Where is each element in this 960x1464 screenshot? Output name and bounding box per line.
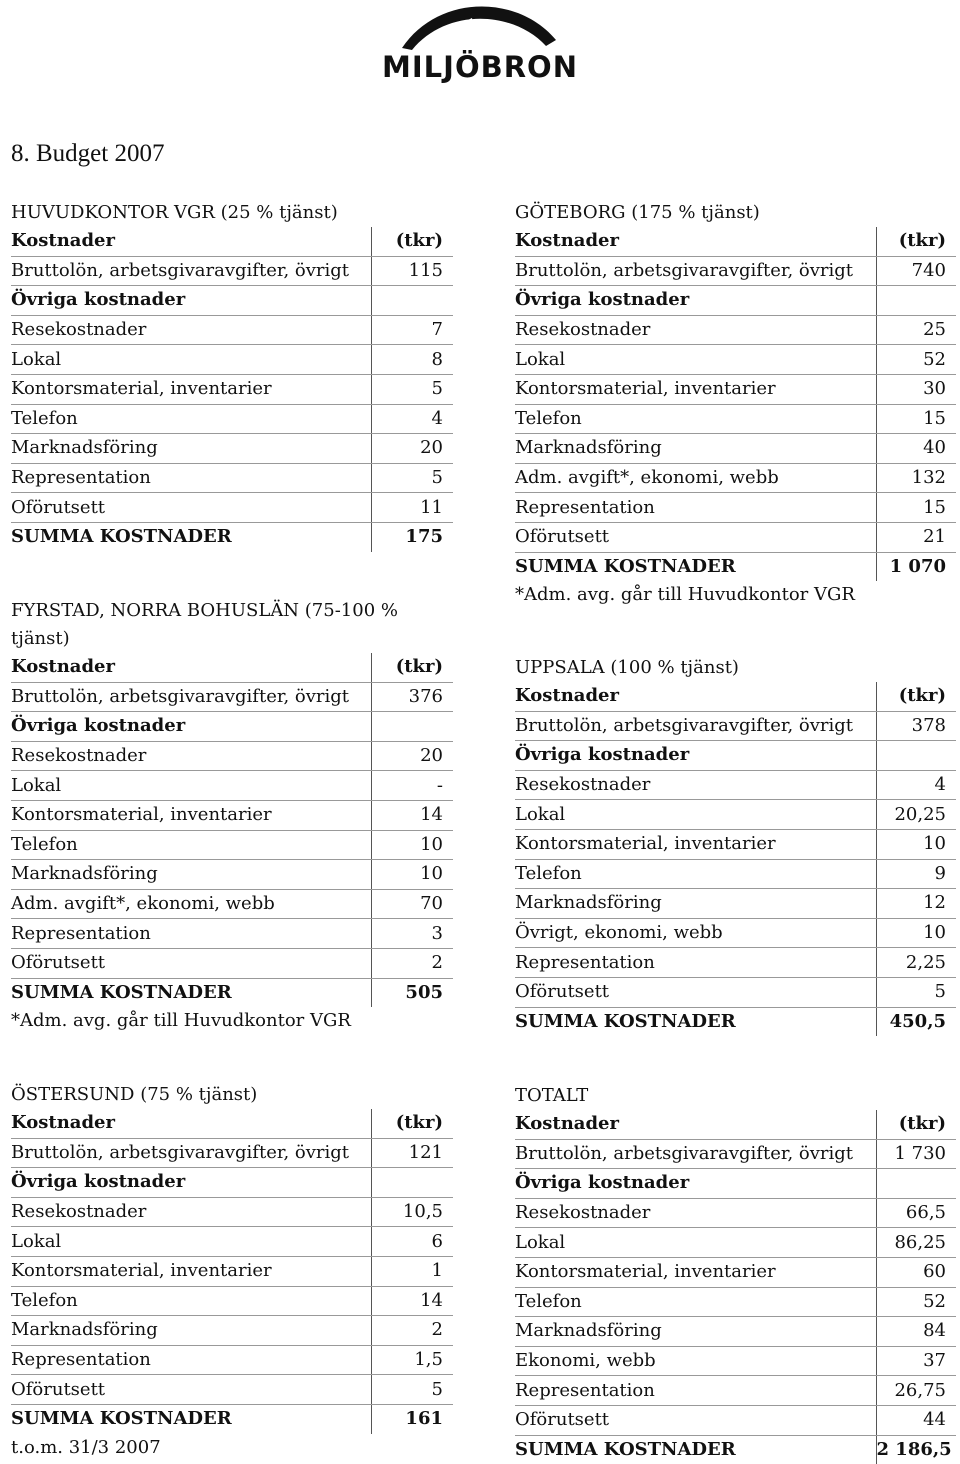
row-label: Telefon <box>11 1286 371 1316</box>
row-label: Kontorsmaterial, inventarier <box>11 800 371 830</box>
row-value: (tkr) <box>876 682 956 711</box>
table-row <box>11 860 453 890</box>
row-value: 1 070 <box>876 552 956 581</box>
row-label: Adm. avgift*, ekonomi, webb <box>11 889 371 919</box>
row-value <box>371 1168 453 1198</box>
row-label: Telefon <box>11 830 371 860</box>
logo-bridge-icon <box>368 0 592 52</box>
table-row <box>515 889 956 919</box>
row-label: Kostnader <box>515 227 876 256</box>
row-label: Kostnader <box>11 227 371 256</box>
budget-table <box>515 227 956 581</box>
row-value: 10 <box>371 830 453 860</box>
table-row <box>11 1256 453 1286</box>
row-value <box>876 1169 956 1199</box>
table-row <box>11 1375 453 1405</box>
table-row <box>11 256 453 286</box>
row-value: 4 <box>876 770 956 800</box>
row-value: 5 <box>371 374 453 404</box>
table-row <box>11 830 453 860</box>
row-value: 2 <box>371 1316 453 1346</box>
row-label: Övrigt, ekonomi, webb <box>515 918 876 948</box>
table-row <box>515 1346 956 1376</box>
row-label: Lokal <box>11 1227 371 1257</box>
row-value: (tkr) <box>371 653 453 682</box>
row-value: 84 <box>876 1317 956 1347</box>
row-value: 10 <box>876 918 956 948</box>
row-value: 1,5 <box>371 1345 453 1375</box>
row-value: 66,5 <box>876 1198 956 1228</box>
row-value: 505 <box>371 978 453 1007</box>
row-value: 10,5 <box>371 1197 453 1227</box>
table-row <box>515 1198 956 1228</box>
row-label: Övriga kostnader <box>11 286 371 316</box>
table-row <box>11 741 453 771</box>
table-row <box>515 1007 956 1036</box>
row-label: Bruttolön, arbetsgivaravgifter, övrigt <box>515 1139 876 1169</box>
row-value: 378 <box>876 711 956 741</box>
table-row <box>11 227 453 256</box>
table-row <box>515 374 956 404</box>
table-row <box>11 919 453 949</box>
row-value: (tkr) <box>876 1110 956 1139</box>
row-label: Representation <box>11 919 371 949</box>
row-label: Kontorsmaterial, inventarier <box>515 374 876 404</box>
table-row <box>515 1405 956 1435</box>
row-label: SUMMA KOSTNADER <box>515 1438 736 1460</box>
row-label: Kostnader <box>515 1110 876 1139</box>
table-row <box>11 1168 453 1198</box>
row-value: 15 <box>876 404 956 434</box>
table-row <box>515 770 956 800</box>
row-label: Marknadsföring <box>515 889 876 919</box>
table-row <box>515 315 956 345</box>
row-label: Oförutsett <box>515 1405 876 1435</box>
row-label: Resekostnader <box>11 1197 371 1227</box>
section-title: UPPSALA (100 % tjänst) <box>515 657 739 678</box>
row-value: 3 <box>371 919 453 949</box>
table-row <box>11 1109 453 1138</box>
table-row <box>515 1139 956 1169</box>
row-label: Övriga kostnader <box>515 741 876 771</box>
table-row <box>515 1376 956 1406</box>
row-label: Representation <box>515 493 876 523</box>
row-label: SUMMA KOSTNADER <box>515 555 736 577</box>
row-label: Kontorsmaterial, inventarier <box>515 1257 876 1287</box>
row-value: 40 <box>876 434 956 464</box>
table-row <box>515 800 956 830</box>
section-note: t.o.m. 31/3 2007 <box>11 1436 161 1458</box>
row-label: Ekonomi, webb <box>515 1346 876 1376</box>
row-label: Kostnader <box>515 682 876 711</box>
table-row <box>11 315 453 345</box>
row-value: 20 <box>371 434 453 464</box>
row-value: 12 <box>876 889 956 919</box>
table-row <box>515 977 956 1007</box>
section-title: TOTALT <box>515 1085 589 1106</box>
table-row <box>515 829 956 859</box>
row-value: 2,25 <box>876 948 956 978</box>
row-value: 37 <box>876 1346 956 1376</box>
table-row <box>11 653 453 682</box>
row-label: SUMMA KOSTNADER <box>11 526 232 548</box>
row-value: 132 <box>876 463 956 493</box>
section-title: FYRSTAD, NORRA BOHUSLÄN (75-100 % tjänst) <box>11 600 398 649</box>
table-row <box>11 374 453 404</box>
table-row <box>11 978 453 1007</box>
row-label: Lokal <box>11 771 371 801</box>
row-value: - <box>371 771 453 801</box>
row-value: 60 <box>876 1257 956 1287</box>
section-totalt <box>515 1081 956 1464</box>
row-value: 14 <box>371 800 453 830</box>
table-row <box>515 682 956 711</box>
table-row <box>515 493 956 523</box>
row-value <box>876 741 956 771</box>
section-note: *Adm. avg. går till Huvudkontor VGR <box>515 584 855 606</box>
row-label: Kontorsmaterial, inventarier <box>515 829 876 859</box>
row-value: 2 186,5 <box>876 1435 956 1464</box>
table-row <box>515 1257 956 1287</box>
table-row <box>11 493 453 523</box>
table-row <box>11 1404 453 1433</box>
row-label: Bruttolön, arbetsgivaravgifter, övrigt <box>515 256 876 286</box>
row-value: 52 <box>876 1287 956 1317</box>
row-label: Oförutsett <box>11 493 371 523</box>
table-row <box>515 1228 956 1258</box>
row-value: 376 <box>371 682 453 712</box>
table-row <box>515 1110 956 1139</box>
row-label: Representation <box>11 463 371 493</box>
table-row <box>515 227 956 256</box>
row-value: 2 <box>371 948 453 978</box>
row-label: Representation <box>11 1345 371 1375</box>
row-value: (tkr) <box>876 227 956 256</box>
row-label: Resekostnader <box>515 1198 876 1228</box>
table-row <box>515 463 956 493</box>
row-label: Representation <box>515 948 876 978</box>
row-label: Resekostnader <box>515 770 876 800</box>
row-label: Kostnader <box>11 653 371 682</box>
table-row <box>515 859 956 889</box>
row-value: 161 <box>371 1404 453 1433</box>
row-label: Bruttolön, arbetsgivaravgifter, övrigt <box>11 682 371 712</box>
row-value: 175 <box>371 522 453 551</box>
row-label: Telefon <box>515 1287 876 1317</box>
row-value: 121 <box>371 1138 453 1168</box>
table-row <box>515 552 956 581</box>
budget-table <box>11 653 453 1007</box>
row-value: 26,75 <box>876 1376 956 1406</box>
table-row <box>11 889 453 919</box>
budget-table <box>11 1109 453 1434</box>
table-row <box>515 522 956 552</box>
table-row <box>515 918 956 948</box>
table-row <box>11 682 453 712</box>
row-value <box>371 286 453 316</box>
table-row <box>11 1316 453 1346</box>
row-value: 1 730 <box>876 1139 956 1169</box>
section-title: GÖTEBORG (175 % tjänst) <box>515 202 760 223</box>
row-label: Bruttolön, arbetsgivaravgifter, övrigt <box>11 1138 371 1168</box>
row-label: Lokal <box>515 800 876 830</box>
row-label: Lokal <box>515 1228 876 1258</box>
page-title: 8. Budget 2007 <box>11 140 165 167</box>
row-value: 1 <box>371 1256 453 1286</box>
row-value: (tkr) <box>371 227 453 256</box>
row-label: Övriga kostnader <box>11 712 371 742</box>
row-label: Övriga kostnader <box>515 286 876 316</box>
row-value: 20,25 <box>876 800 956 830</box>
row-value: 10 <box>876 829 956 859</box>
row-label: Resekostnader <box>11 315 371 345</box>
table-row <box>515 256 956 286</box>
row-value: 44 <box>876 1405 956 1435</box>
row-label: Marknadsföring <box>515 1317 876 1347</box>
table-row <box>11 286 453 316</box>
table-row <box>515 286 956 316</box>
row-label: Oförutsett <box>515 522 876 552</box>
row-label: Bruttolön, arbetsgivaravgifter, övrigt <box>11 256 371 286</box>
table-row <box>11 345 453 375</box>
table-row <box>515 711 956 741</box>
row-value: 7 <box>371 315 453 345</box>
row-label: Bruttolön, arbetsgivaravgifter, övrigt <box>515 711 876 741</box>
section-note: *Adm. avg. går till Huvudkontor VGR <box>11 1010 351 1032</box>
row-value: 11 <box>371 493 453 523</box>
table-row <box>515 345 956 375</box>
row-label: Lokal <box>11 345 371 375</box>
row-label: Telefon <box>515 404 876 434</box>
table-row <box>11 800 453 830</box>
section-title: HUVUDKONTOR VGR (25 % tjänst) <box>11 202 338 223</box>
row-value: (tkr) <box>371 1109 453 1138</box>
row-value: 115 <box>371 256 453 286</box>
budget-table <box>11 227 453 552</box>
table-row <box>515 948 956 978</box>
row-label: Resekostnader <box>11 741 371 771</box>
row-value: 4 <box>371 404 453 434</box>
row-value: 8 <box>371 345 453 375</box>
section-huvudkontor <box>11 198 453 552</box>
row-label: Kontorsmaterial, inventarier <box>11 1256 371 1286</box>
row-label: Telefon <box>11 404 371 434</box>
row-label: Representation <box>515 1376 876 1406</box>
row-label: SUMMA KOSTNADER <box>515 1010 736 1032</box>
row-label: Lokal <box>515 345 876 375</box>
table-row <box>515 1317 956 1347</box>
row-value: 450,5 <box>876 1007 956 1036</box>
table-row <box>11 1227 453 1257</box>
section-uppsala <box>515 653 956 1036</box>
row-label: SUMMA KOSTNADER <box>11 1408 232 1430</box>
row-value: 86,25 <box>876 1228 956 1258</box>
table-row <box>11 434 453 464</box>
row-label: Övriga kostnader <box>515 1169 876 1199</box>
row-label: Resekostnader <box>515 315 876 345</box>
row-value: 14 <box>371 1286 453 1316</box>
table-row <box>11 1345 453 1375</box>
row-value: 30 <box>876 374 956 404</box>
table-row <box>11 712 453 742</box>
row-label: Oförutsett <box>515 977 876 1007</box>
table-row <box>11 771 453 801</box>
table-row <box>11 1286 453 1316</box>
row-label: Marknadsföring <box>515 434 876 464</box>
row-label: Adm. avgift*, ekonomi, webb <box>515 463 876 493</box>
section-title: ÖSTERSUND (75 % tjänst) <box>11 1084 258 1105</box>
table-row <box>515 434 956 464</box>
row-label: Marknadsföring <box>11 860 371 890</box>
section-goteborg <box>515 198 956 609</box>
budget-table <box>515 682 956 1036</box>
logo-wordmark: MILJÖBRON <box>382 50 578 84</box>
row-value: 21 <box>876 522 956 552</box>
row-value: 5 <box>371 463 453 493</box>
row-label: Oförutsett <box>11 948 371 978</box>
row-label: Kontorsmaterial, inventarier <box>11 374 371 404</box>
table-row <box>11 522 453 551</box>
table-row <box>11 404 453 434</box>
section-ostersund <box>11 1080 453 1462</box>
row-value <box>876 286 956 316</box>
row-value <box>371 712 453 742</box>
table-row <box>11 463 453 493</box>
row-label: Marknadsföring <box>11 1316 371 1346</box>
row-value: 10 <box>371 860 453 890</box>
table-row <box>515 1287 956 1317</box>
row-value: 70 <box>371 889 453 919</box>
table-row <box>515 404 956 434</box>
row-label: Kostnader <box>11 1109 371 1138</box>
section-fyrstad <box>11 597 453 1035</box>
row-value: 5 <box>876 977 956 1007</box>
table-row <box>11 948 453 978</box>
row-label: Övriga kostnader <box>11 1168 371 1198</box>
miljobron-logo <box>368 0 592 86</box>
table-row <box>515 1435 956 1464</box>
row-value: 5 <box>371 1375 453 1405</box>
row-value: 15 <box>876 493 956 523</box>
table-row <box>515 1169 956 1199</box>
row-value: 6 <box>371 1227 453 1257</box>
row-value: 9 <box>876 859 956 889</box>
row-value: 20 <box>371 741 453 771</box>
row-label: Telefon <box>515 859 876 889</box>
budget-table <box>515 1110 956 1464</box>
row-value: 740 <box>876 256 956 286</box>
table-row <box>11 1138 453 1168</box>
table-row <box>11 1197 453 1227</box>
row-label: Oförutsett <box>11 1375 371 1405</box>
row-label: SUMMA KOSTNADER <box>11 981 232 1003</box>
table-row <box>515 741 956 771</box>
row-label: Marknadsföring <box>11 434 371 464</box>
row-value: 52 <box>876 345 956 375</box>
row-value: 25 <box>876 315 956 345</box>
